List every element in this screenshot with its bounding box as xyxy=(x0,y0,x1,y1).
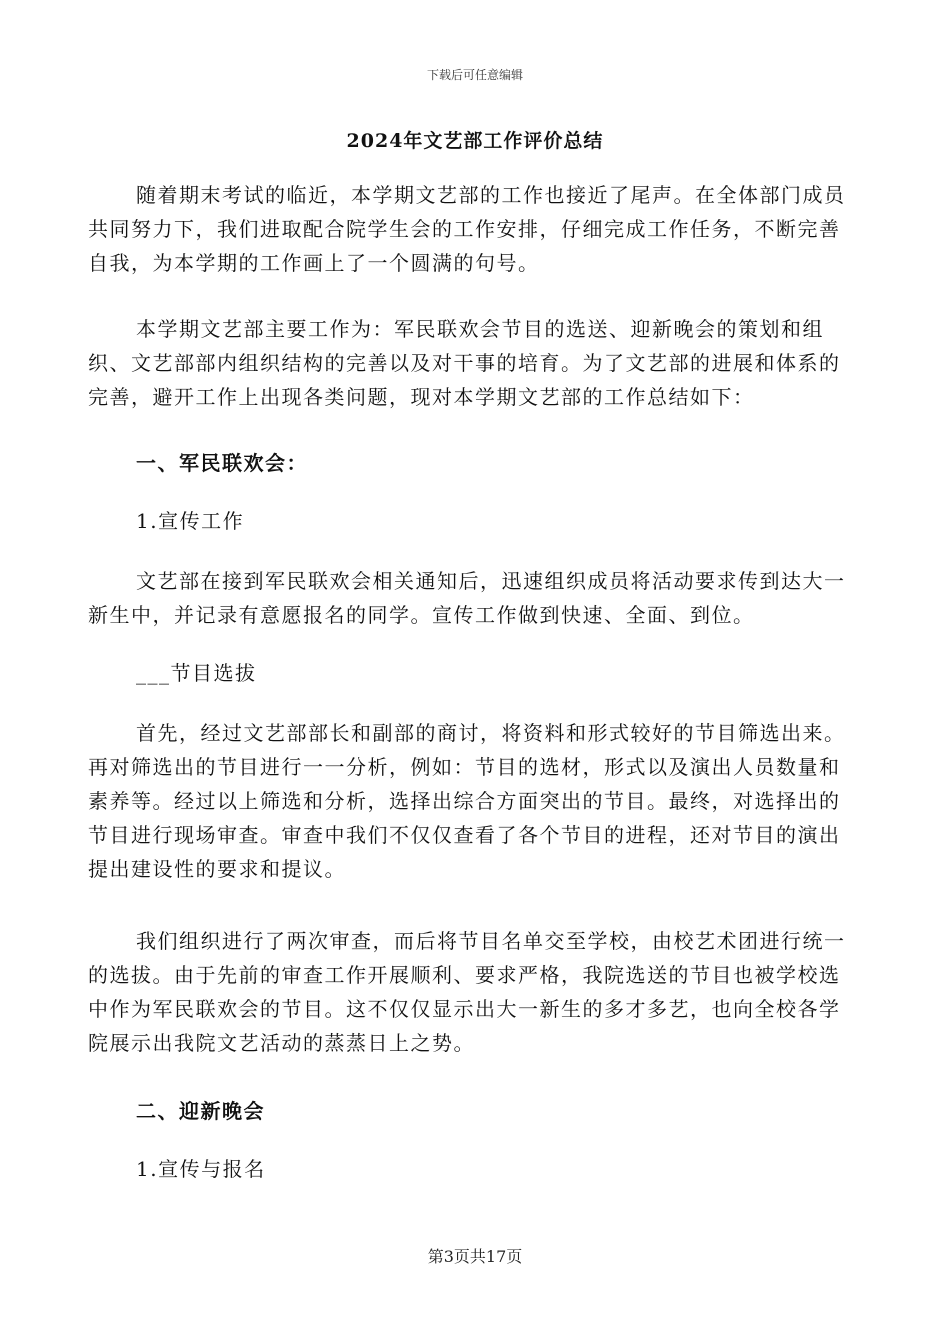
header-note: 下载后可任意编辑 xyxy=(426,68,523,82)
section-heading-1: 一、军民联欢会： xyxy=(136,451,308,475)
paragraph-overview: 本学期文艺部主要工作为：军民联欢会节目的选送、迎新晚会的策划和组织、文艺部部内组织结构的完善以及对干事的培育。为了文艺部的进展和体系的完善，避开工作上出现各类问题，现对本学期文艺部的工作总结如下： xyxy=(88,317,841,409)
paragraph-intro: 随着期末考试的临近，本学期文艺部的工作也接近了尾声。在全体部门成员共同努力下，我们进取配合院学生会的工作安排，仔细完成工作任务，不断完善自我，为本学期的工作画上了一个圆满的句号。 xyxy=(88,183,846,275)
subheading-publicity: 1.宣传工作 xyxy=(136,509,245,533)
paragraph-review: 我们组织进行了两次审查，而后将节目名单交至学校，由校艺术团进行统一的选拔。由于先前的审查工作开展顺利、要求严格，我院选送的节目也被学校选中作为军民联欢会的节目。这不仅仅显示出大一新生的多才多艺，也向全校各学院展示出我院文艺活动的蒸蒸日上之势。 xyxy=(88,929,846,1055)
document-title: 2024年文艺部工作评价总结 xyxy=(346,130,604,152)
paragraph-selection: 首先，经过文艺部部长和副部的商讨，将资料和形式较好的节目筛选出来。再对筛选出的节目进行一一分析，例如：节目的选材，形式以及演出人员数量和素养等。经过以上筛选和分析，选择出综合方面突出的节目。最终，对选择出的节目进行现场审查。审查中我们不仅仅查看了各个节目的进程，还对节目的演出提出建设性的要求和提议。 xyxy=(88,721,846,881)
subheading-selection: ___节目选拔 xyxy=(136,661,257,685)
page-number-footer: 第3页共17页 xyxy=(427,1247,523,1266)
paragraph-publicity: 文艺部在接到军民联欢会相关通知后，迅速组织成员将活动要求传到达大一新生中，并记录有意愿报名的同学。宣传工作做到快速、全面、到位。 xyxy=(88,569,846,627)
section-heading-2: 二、迎新晚会 xyxy=(136,1099,265,1123)
subheading-publicity-registration: 1.宣传与报名 xyxy=(136,1157,266,1181)
